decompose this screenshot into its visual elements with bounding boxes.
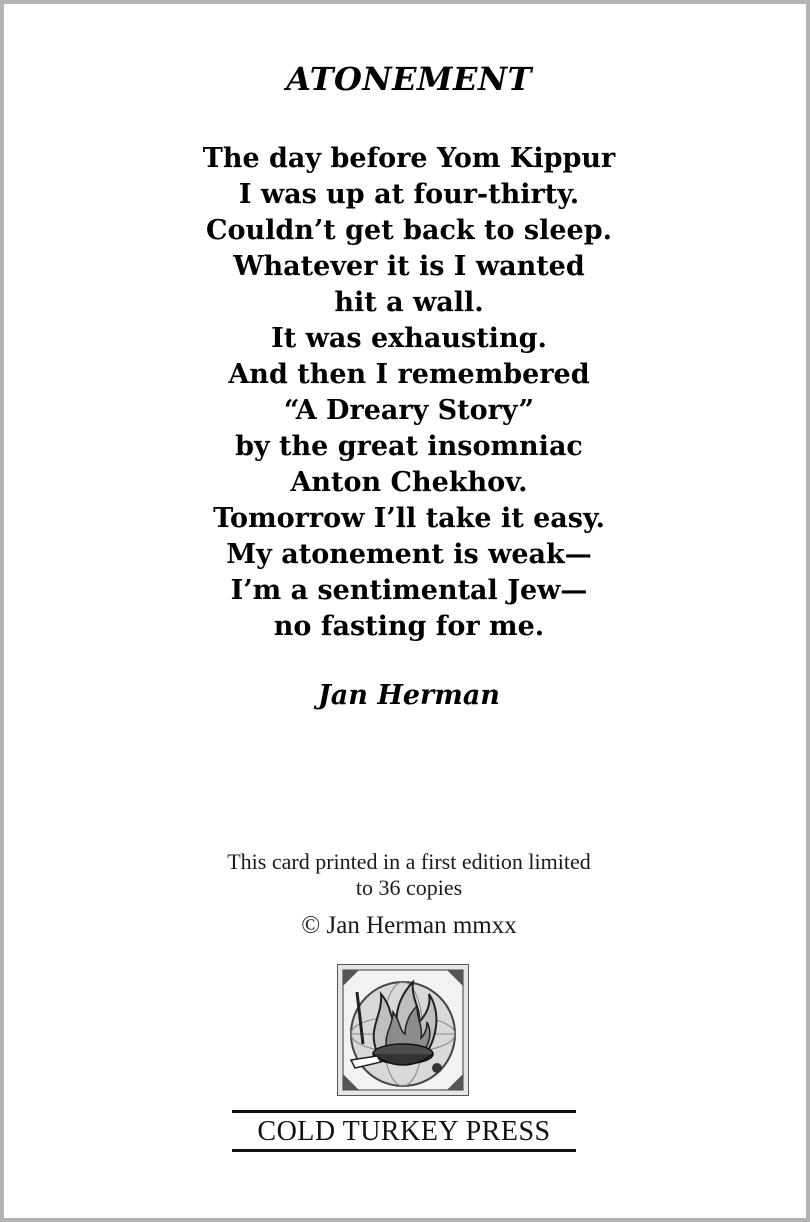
poem-line: I’m a sentimental Jew— <box>230 575 588 606</box>
edition-colophon <box>4 849 810 901</box>
poem-line: by the great insomniac <box>235 431 583 462</box>
poem-line: It was exhausting. <box>271 323 547 354</box>
poem-line: “A Dreary Story” <box>283 395 535 426</box>
poem-line: Whatever it is I wanted <box>233 251 585 282</box>
poem-line: The day before Yom Kippur <box>202 143 616 174</box>
press-emblem-flame-icon <box>337 964 469 1096</box>
colophon-line: to 36 copies <box>355 875 463 900</box>
press-name-frame <box>232 1110 576 1152</box>
poem-line: hit a wall. <box>334 287 484 318</box>
poem-line: no fasting for me. <box>273 611 545 642</box>
poem-line: My atonement is weak— <box>226 539 592 570</box>
poem-line: And then I remembered <box>228 359 590 390</box>
press-name: COLD TURKEY PRESS <box>257 1116 551 1147</box>
poem-author: Jan Herman <box>318 680 500 711</box>
poem-body <box>4 141 810 645</box>
poem-title: ATONEMENT <box>286 60 532 98</box>
poem-line: Anton Chekhov. <box>290 467 528 498</box>
poem-line: Couldn’t get back to sleep. <box>206 215 612 246</box>
poem-line: I was up at four-thirty. <box>238 179 580 210</box>
colophon-line: This card printed in a first edition limited <box>227 849 591 874</box>
copyright-notice: © Jan Herman mmxx <box>301 912 517 939</box>
poem-line: Tomorrow I’ll take it easy. <box>213 503 605 534</box>
